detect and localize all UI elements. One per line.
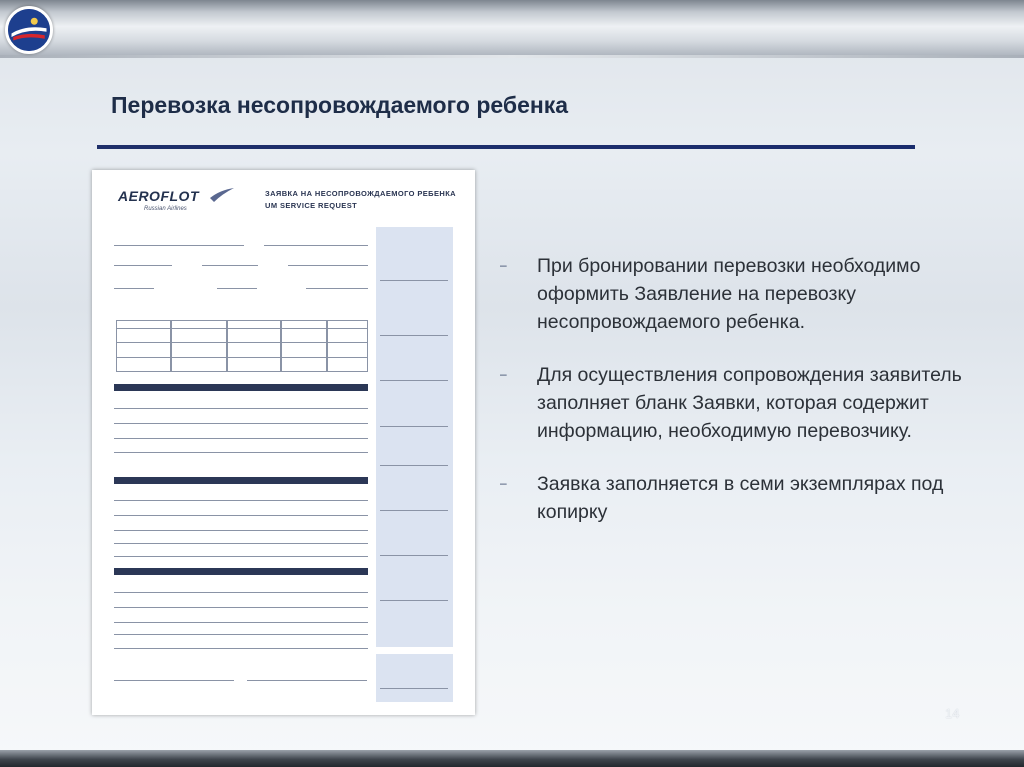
form-line (114, 408, 368, 409)
bullet-list (500, 252, 970, 551)
bullet-dash: – (500, 367, 507, 381)
form-line (114, 543, 368, 544)
form-side-panel-bottom (376, 654, 453, 702)
form-line (114, 265, 172, 266)
form-line (114, 592, 368, 593)
form-side-line (380, 465, 448, 466)
form-line (114, 515, 368, 516)
aeroflot-logo-icon (5, 6, 53, 54)
form-line (114, 622, 368, 623)
form-side-line (380, 688, 448, 689)
form-swoosh-icon (210, 188, 234, 202)
form-line (116, 342, 368, 343)
form-line (114, 500, 368, 501)
form-brand: AEROFLOT (118, 188, 199, 204)
form-title-en: UM SERVICE REQUEST (265, 201, 358, 210)
form-side-line (380, 555, 448, 556)
form-side-line (380, 426, 448, 427)
form-line (114, 530, 368, 531)
form-side-line (380, 280, 448, 281)
form-section-bar (114, 384, 368, 391)
header-divider (0, 55, 1024, 58)
form-line (114, 288, 154, 289)
form-line (288, 265, 368, 266)
bullet-text: Для осуществления сопровождения заявитель заполняет бланк Заявки, которая содержит информацию, необходимую перевозчику. (537, 364, 962, 442)
title-underline (97, 145, 915, 149)
form-side-line (380, 380, 448, 381)
form-title-ru: ЗАЯВКА НА НЕСОПРОВОЖДАЕМОГО РЕБЕНКА (265, 189, 456, 198)
bullet-text: При бронировании перевозки необходимо оформить Заявление на перевозку несопровождаемого ребенка. (537, 255, 921, 333)
form-line (114, 648, 368, 649)
list-item (500, 361, 970, 445)
form-line (114, 607, 368, 608)
list-item (500, 252, 970, 336)
form-line (114, 634, 368, 635)
form-line (114, 452, 368, 453)
form-line (114, 556, 368, 557)
form-line (247, 680, 367, 681)
header-bar (0, 0, 1024, 55)
form-line (264, 245, 368, 246)
page-number: 14 (945, 706, 960, 721)
form-line (114, 245, 244, 246)
form-side-line (380, 335, 448, 336)
form-side-panel (376, 227, 453, 647)
form-section-bar (114, 477, 368, 484)
form-section-bar (114, 568, 368, 575)
bullet-dash: – (500, 476, 507, 490)
bullet-dash: – (500, 258, 507, 272)
footer-bar (0, 750, 1024, 767)
bullet-text: Заявка заполняется в семи экземплярах под копирку (537, 473, 944, 523)
form-line (217, 288, 257, 289)
list-item (500, 470, 970, 526)
form-side-line (380, 510, 448, 511)
form-line (116, 328, 368, 329)
form-line (114, 680, 234, 681)
slide-title: Перевозка несопровождаемого ребенка (111, 92, 569, 118)
form-line (306, 288, 368, 289)
form-line (114, 438, 368, 439)
form-brand-sub: Russian Airlines (144, 206, 187, 212)
um-service-request-form-image (92, 170, 475, 715)
form-side-line (380, 600, 448, 601)
form-line (116, 357, 368, 358)
form-line (114, 423, 368, 424)
form-line (202, 265, 258, 266)
